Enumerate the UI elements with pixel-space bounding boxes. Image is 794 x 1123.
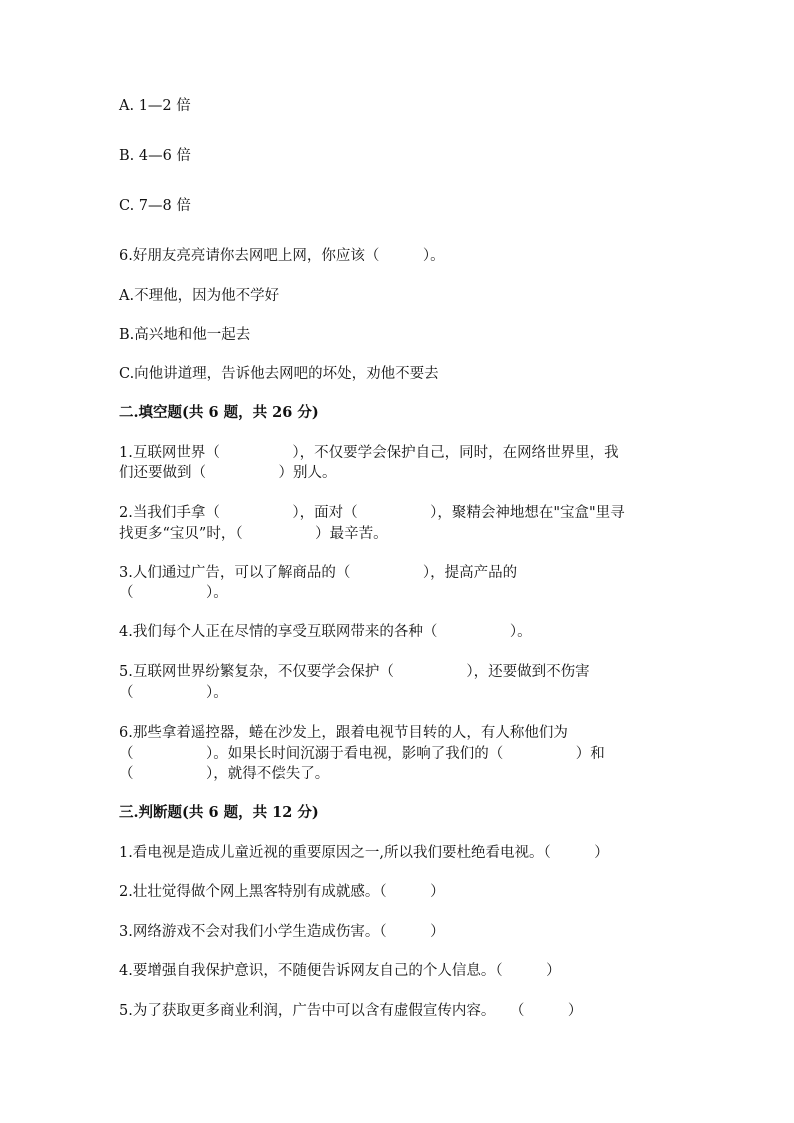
q6-option-b: B.高兴地和他一起去: [119, 327, 251, 343]
fill-q5-line1: 5.互联网世界纷繁复杂，不仅要学会保护（ ），还要做到不伤害: [119, 664, 590, 680]
fill-q1-line1: 1.互联网世界（ ），不仅要学会保护自己，同时，在网络世界里，我: [119, 445, 619, 461]
fill-q6-line3: （ ），就得不偿失了。: [119, 766, 330, 782]
fill-q2-line1: 2.当我们手拿（ ），面对（ ），聚精会神地想在"宝盒"里寻: [119, 505, 625, 521]
section-2-title: 二.填空题(共 6 题，共 26 分): [119, 404, 319, 421]
fill-q2-line2: 找更多“宝贝”时，（ ）最辛苦。: [119, 526, 388, 542]
judge-q1: 1.看电视是造成儿童近视的重要原因之一,所以我们要杜绝看电视。（ ）: [119, 845, 609, 861]
q5-option-c: C. 7—8 倍: [119, 198, 191, 214]
fill-q3-line1: 3.人们通过广告，可以了解商品的（ ），提高产品的: [119, 565, 518, 581]
fill-q1-line2: 们还要做到（ ）别人。: [119, 465, 337, 481]
judge-q5: 5.为了获取更多商业利润，广告中可以含有虚假宣传内容。 （ ）: [119, 1003, 583, 1019]
fill-q6-line2: （ ）。如果长时间沉溺于看电视，影响了我们的（ ）和: [119, 746, 605, 762]
fill-q3-line2: （ ）。: [119, 585, 228, 601]
q6-option-c: C.向他讲道理，告诉他去网吧的坏处，劝他不要去: [119, 366, 439, 382]
section-3-title: 三.判断题(共 6 题，共 12 分): [119, 804, 319, 821]
judge-q3: 3.网络游戏不会对我们小学生造成伤害。（ ）: [119, 924, 445, 940]
judge-q2: 2.壮壮觉得做个网上黑客特别有成就感。（ ）: [119, 884, 445, 900]
judge-q4: 4.要增强自我保护意识，不随便告诉网友自己的个人信息。（ ）: [119, 963, 561, 979]
q5-option-b: B. 4—6 倍: [119, 148, 191, 164]
q6-stem: 6.好朋友亮亮请你去网吧上网，你应该（ ）。: [119, 248, 445, 264]
q5-option-a: A. 1—2 倍: [119, 98, 191, 114]
fill-q6-line1: 6.那些拿着遥控器，蜷在沙发上，跟着电视节目转的人，有人称他们为: [119, 725, 568, 741]
fill-q5-line2: （ ）。: [119, 685, 228, 701]
q6-option-a: A.不理他，因为他不学好: [119, 288, 280, 304]
fill-q4-line1: 4.我们每个人正在尽情的享受互联网带来的各种（ ）。: [119, 624, 532, 640]
